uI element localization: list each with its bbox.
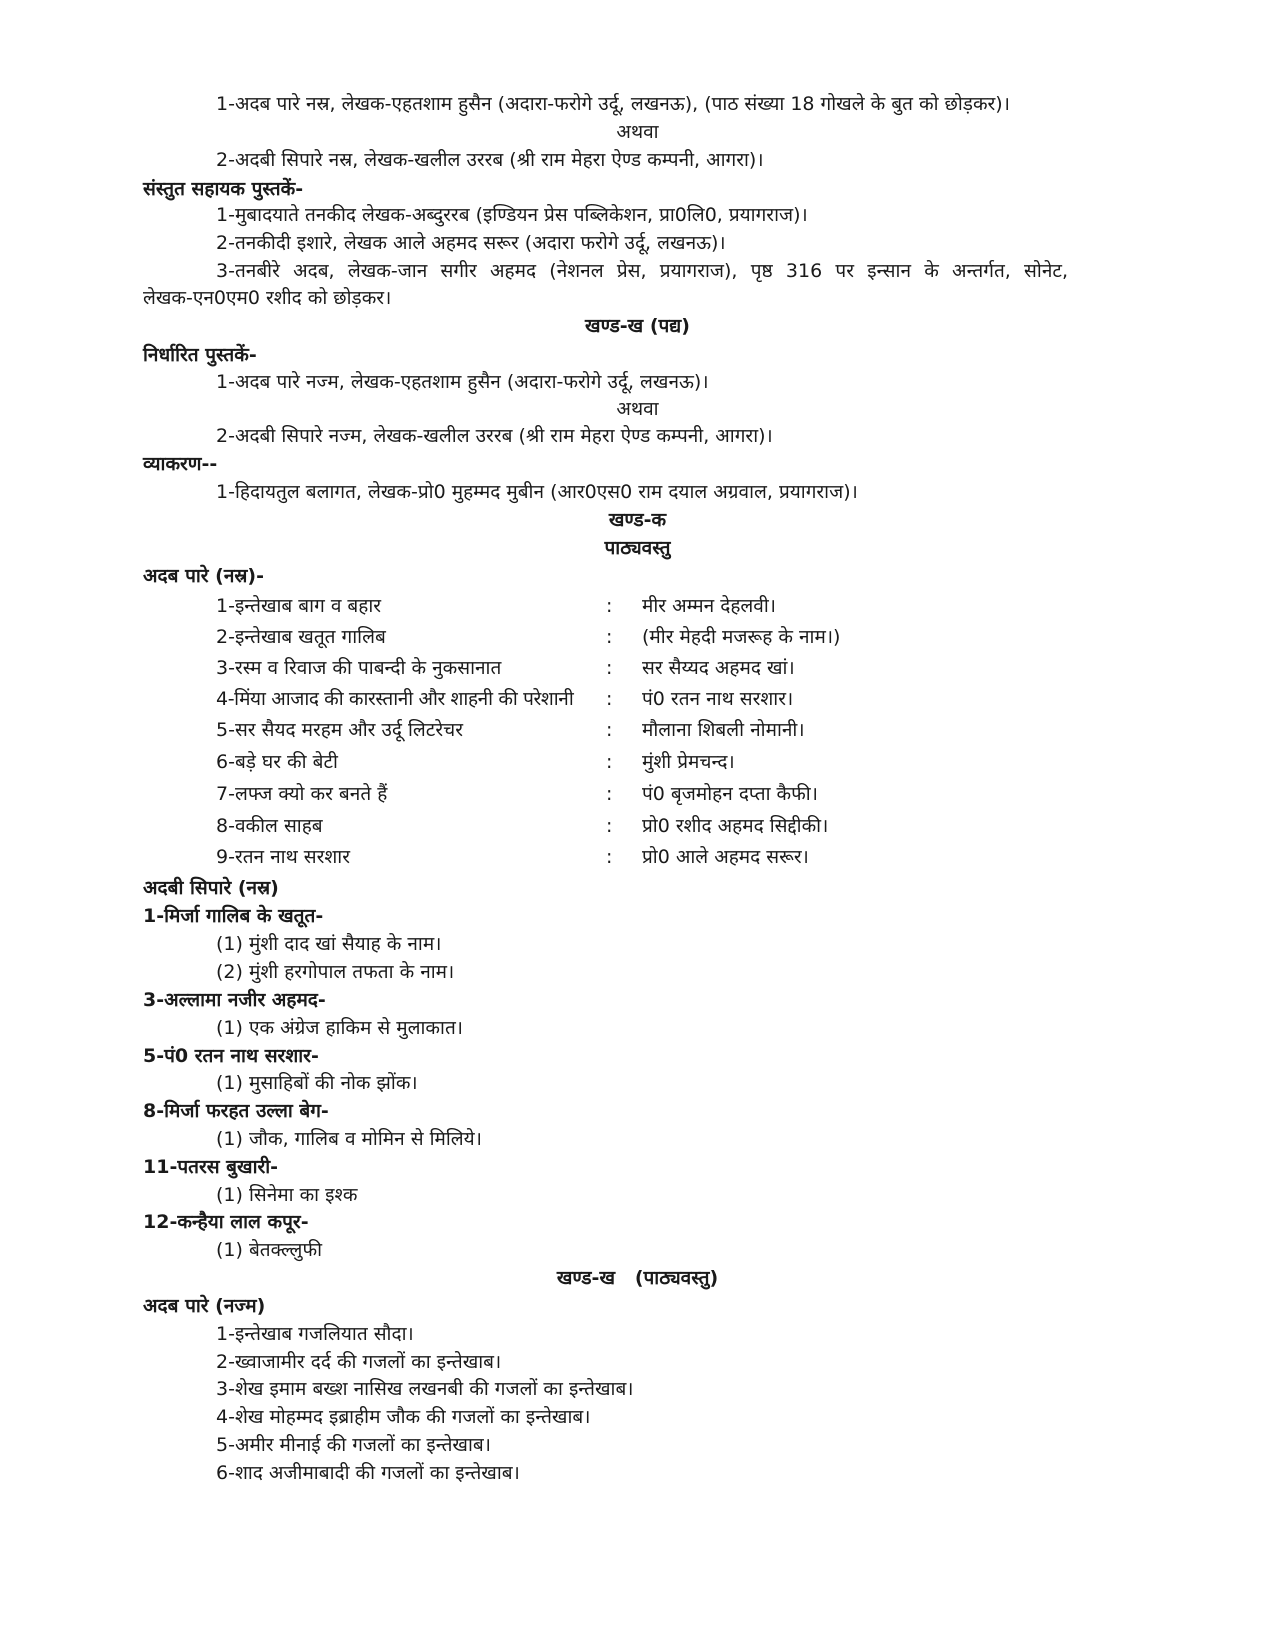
group-item: (1) बेतक्ल्लुफी bbox=[216, 1239, 323, 1261]
section-kh-text-title: खण्ड-ख (पाठ्यवस्तु) bbox=[556, 1267, 719, 1289]
poetry-item: 6-शाद अजीमाबादी की गजलों का इन्तेखाब। bbox=[216, 1462, 520, 1484]
prescribed-heading: निर्धारित पुस्तकें- bbox=[143, 344, 257, 366]
recommended-book-3-line2: लेखक-एन0एम0 रशीद को छोड़कर। bbox=[143, 287, 392, 309]
prose-row-colon: : bbox=[606, 783, 613, 805]
prose-row-author: (मीर मेहदी मजरूह के नाम।) bbox=[642, 626, 841, 648]
prose-row-colon: : bbox=[606, 751, 613, 773]
author-group-heading: 3-अल्लामा नजीर अहमद- bbox=[143, 989, 326, 1011]
prose-row-author: सर सैय्यद अहमद खां। bbox=[642, 657, 795, 679]
prose-row-colon: : bbox=[606, 815, 613, 837]
poetry-item: 5-अमीर मीनाई की गजलों का इन्तेखाब। bbox=[216, 1434, 491, 1456]
adabi-sipare-heading: अदबी सिपारे (नस्र) bbox=[143, 877, 279, 899]
group-item: (1) सिनेमा का इश्क bbox=[216, 1184, 358, 1206]
adab-pare-prose-heading: अदब पारे (नस्र)- bbox=[143, 565, 264, 587]
recommended-book-1: 1-मुबादयाते तनकीद लेखक-अब्दुररब (इण्डियन प्रेस पब्लिकेशन, प्रा0लि0, प्रयागराज)। bbox=[216, 204, 808, 226]
prose-row-colon: : bbox=[606, 719, 613, 741]
section-k-subtitle: पाठ्यवस्तु bbox=[604, 537, 671, 559]
author-group-heading: 11-पतरस बुखारी- bbox=[143, 1156, 279, 1178]
prose-row-author: मौलाना शिबली नोमानी। bbox=[642, 719, 805, 741]
poetry-book-1: 1-अदब पारे नज्म, लेखक-एहतशाम हुसैन (अदारा-फरोगे उर्दू, लखनऊ)। bbox=[216, 371, 709, 393]
grammar-book-1: 1-हिदायतुल बलागत, लेखक-प्रो0 मुहम्मद मुबीन (आर0एस0 राम दयाल अग्रवाल, प्रयागराज)। bbox=[216, 481, 858, 503]
group-item: (1) मुसाहिबों की नोक झोंक। bbox=[216, 1072, 418, 1094]
prose-row-colon: : bbox=[606, 657, 613, 679]
prose-row-title: 1-इन्तेखाब बाग व बहार bbox=[216, 595, 382, 617]
group-item: (2) मुंशी हरगोपाल तफता के नाम। bbox=[216, 961, 455, 983]
prose-row-author: प्रो0 आले अहमद सरूर। bbox=[642, 846, 809, 868]
prose-row-author: पं0 रतन नाथ सरशार। bbox=[642, 688, 794, 710]
or-separator-2: अथवा bbox=[616, 398, 659, 420]
group-item: (1) एक अंग्रेज हाकिम से मुलाकात। bbox=[216, 1017, 463, 1039]
author-group-heading: 8-मिर्जा फरहत उल्ला बेग- bbox=[143, 1100, 329, 1122]
group-item: (1) मुंशी दाद खां सैयाह के नाम। bbox=[216, 933, 442, 955]
prose-row-title: 7-लफ्ज क्यो कर बनते हैं bbox=[216, 783, 388, 805]
section-k-title: खण्ड-क bbox=[608, 509, 667, 531]
grammar-heading: व्याकरण-- bbox=[143, 453, 218, 475]
prose-row-title: 8-वकील साहब bbox=[216, 815, 323, 837]
recommended-book-3-line1: 3-तनबीरे अदब, लेखक-जान सगीर अहमद (नेशनल प्रेस, प्रयागराज), पृष्ठ 316 पर इन्सान के अन्तर्गत, सोनेट, bbox=[216, 260, 1068, 282]
prose-row-colon: : bbox=[606, 688, 613, 710]
adab-pare-poetry-heading: अदब पारे (नज्म) bbox=[143, 1295, 266, 1317]
prose-row-title: 2-इन्तेखाब खतूत गालिब bbox=[216, 626, 386, 648]
poetry-item: 2-ख्वाजामीर दर्द की गजलों का इन्तेखाब। bbox=[216, 1351, 502, 1373]
prose-row-title: 4-मिंया आजाद की कारस्तानी और शाहनी की परेशानी bbox=[216, 688, 574, 710]
prose-row-author: प्रो0 रशीद अहमद सिद्दीकी। bbox=[642, 815, 829, 837]
recommended-heading: संस्तुत सहायक पुस्तकें- bbox=[143, 178, 304, 200]
poetry-book-2: 2-अदबी सिपारे नज्म, लेखक-खलील उररब (श्री राम मेहरा ऐण्ड कम्पनी, आगरा)। bbox=[216, 425, 773, 447]
section-kh-poetry-title: खण्ड-ख (पद्य) bbox=[585, 315, 690, 337]
group-item: (1) जौक, गालिब व मोमिन से मिलिये। bbox=[216, 1128, 482, 1150]
prescribed-book-2: 2-अदबी सिपारे नस्र, लेखक-खलील उररब (श्री राम मेहरा ऐण्ड कम्पनी, आगरा)। bbox=[216, 149, 764, 171]
author-group-heading: 1-मिर्जा गालिब के खतूत- bbox=[143, 905, 324, 927]
prescribed-book-1: 1-अदब पारे नस्र, लेखक-एहतशाम हुसैन (अदारा-फरोगे उर्दू, लखनऊ), (पाठ संख्या 18 गोखले के बुत को छोड़कर)। bbox=[216, 93, 1010, 115]
author-group-heading: 5-पं0 रतन नाथ सरशार- bbox=[143, 1045, 319, 1067]
prose-row-author: पं0 बृजमोहन दप्ता कैफी। bbox=[642, 783, 818, 805]
poetry-item: 1-इन्तेखाब गजलियात सौदा। bbox=[216, 1323, 414, 1345]
poetry-item: 4-शेख मोहम्मद इब्राहीम जौक की गजलों का इन्तेखाब। bbox=[216, 1406, 591, 1428]
prose-row-title: 3-रस्म व रिवाज की पाबन्दी के नुकसानात bbox=[216, 657, 502, 679]
author-group-heading: 12-कन्हैया लाल कपूर- bbox=[143, 1211, 309, 1233]
or-separator: अथवा bbox=[616, 121, 659, 143]
poetry-item: 3-शेख इमाम बख्श नासिख लखनबी की गजलों का इन्तेखाब। bbox=[216, 1378, 634, 1400]
prose-row-colon: : bbox=[606, 595, 613, 617]
prose-row-title: 9-रतन नाथ सरशार bbox=[216, 846, 351, 868]
prose-row-author: मीर अम्मन देहलवी। bbox=[642, 595, 776, 617]
recommended-book-2: 2-तनकीदी इशारे, लेखक आले अहमद सरूर (अदारा फरोगे उर्दू, लखनऊ)। bbox=[216, 232, 726, 254]
prose-row-title: 5-सर सैयद मरहम और उर्दू लिटरेचर bbox=[216, 719, 463, 741]
prose-row-author: मुंशी प्रेमचन्द। bbox=[642, 751, 735, 773]
prose-row-colon: : bbox=[606, 846, 613, 868]
prose-row-colon: : bbox=[606, 626, 613, 648]
prose-row-title: 6-बड़े घर की बेटी bbox=[216, 751, 338, 773]
